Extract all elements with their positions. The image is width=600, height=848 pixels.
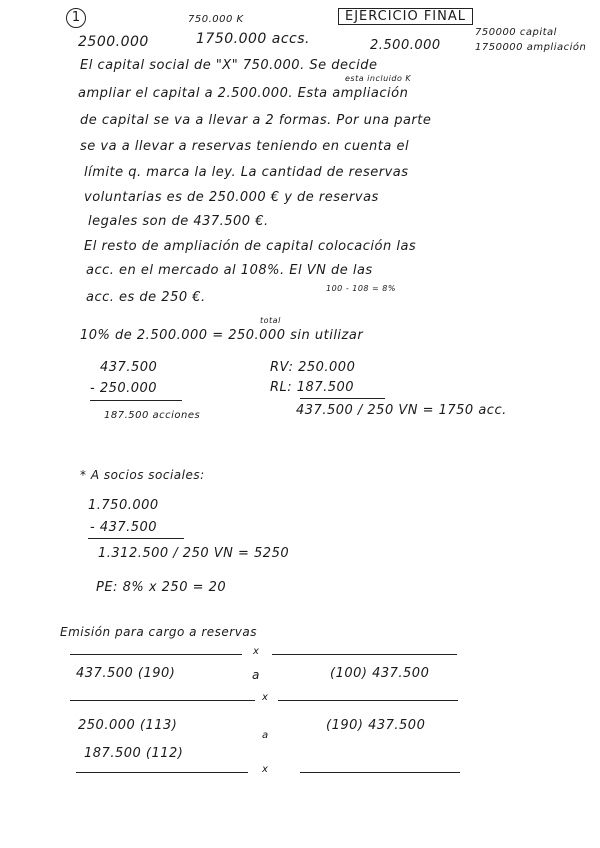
underline [88,538,184,539]
journal-x: x [262,692,269,703]
rv-value: RV: 250.000 [270,360,356,375]
calc-pe: PE: 8% x 250 = 20 [96,580,227,595]
calc-value: 1.750.000 [88,498,159,513]
journal-credit: (190) 437.500 [326,718,426,733]
calc-result: 187.500 acciones [104,410,201,421]
journal-rule [278,700,458,701]
calc-value: 437.500 [100,360,158,375]
statement-line: voluntarias es de 250.000 € y de reservas [84,190,379,205]
tiny-note: esta incluido K [345,74,412,83]
top-note: 750.000 K [188,14,244,25]
journal-x: x [262,764,269,775]
calc-value: - 250.000 [90,381,158,396]
side-capital: 750000 capital [475,27,557,38]
section-heading: * A socios sociales: [80,468,205,482]
journal-x: x [253,646,260,657]
statement-line: acc. en el mercado al 108%. El VN de las [86,263,373,278]
calc-result: 1.312.500 / 250 VN = 5250 [98,546,290,561]
journal-rule [70,654,242,655]
statement-line: se va a llevar a reservas teniendo en cuenta el [80,139,410,154]
journal-debit: 187.500 (112) [84,746,184,761]
statement-line: ampliar el capital a 2.500.000. Esta ampliación [78,86,409,101]
journal-credit: (100) 437.500 [330,666,430,681]
statement-line: El capital social de "X" 750.000. Se decide [80,58,378,73]
statement-line: legales son de 437.500 €. [88,214,269,229]
journal-rule [272,654,457,655]
exercise-title: EJERCICIO FINAL [338,8,473,25]
side-ampliacion: 1750000 ampliación [475,42,587,53]
underline [90,400,182,401]
calc-sum: 437.500 / 250 VN = 1750 acc. [296,403,507,418]
calc-line: 10% de 2.500.000 = 250.000 sin utilizar [80,328,364,343]
header-line-a: 2500.000 [78,34,149,50]
statement-line: límite q. marca la ley. La cantidad de reservas [84,165,409,180]
journal-heading: Emisión para cargo a reservas [60,625,257,639]
journal-a: a [252,668,260,682]
rl-value: RL: 187.500 [270,380,355,395]
journal-debit: 250.000 (113) [78,718,178,733]
journal-rule [70,700,255,701]
side-calculation: 100 - 108 = 8% [326,284,396,293]
statement-line: El resto de ampliación de capital colocación las [84,239,417,254]
header-line-b: 1750.000 accs. [196,31,310,47]
journal-rule [300,772,460,773]
journal-debit: 437.500 (190) [76,666,176,681]
underline [300,398,385,399]
journal-rule [76,772,248,773]
statement-line: de capital se va a llevar a 2 formas. Por una parte [80,113,432,128]
calc-value: - 437.500 [90,520,158,535]
statement-line: acc. es de 250 €. [86,290,206,305]
exercise-number: 1 [66,8,86,28]
journal-a: a [262,730,269,741]
total-note: total [260,316,281,325]
side-total: 2.500.000 [370,38,441,53]
